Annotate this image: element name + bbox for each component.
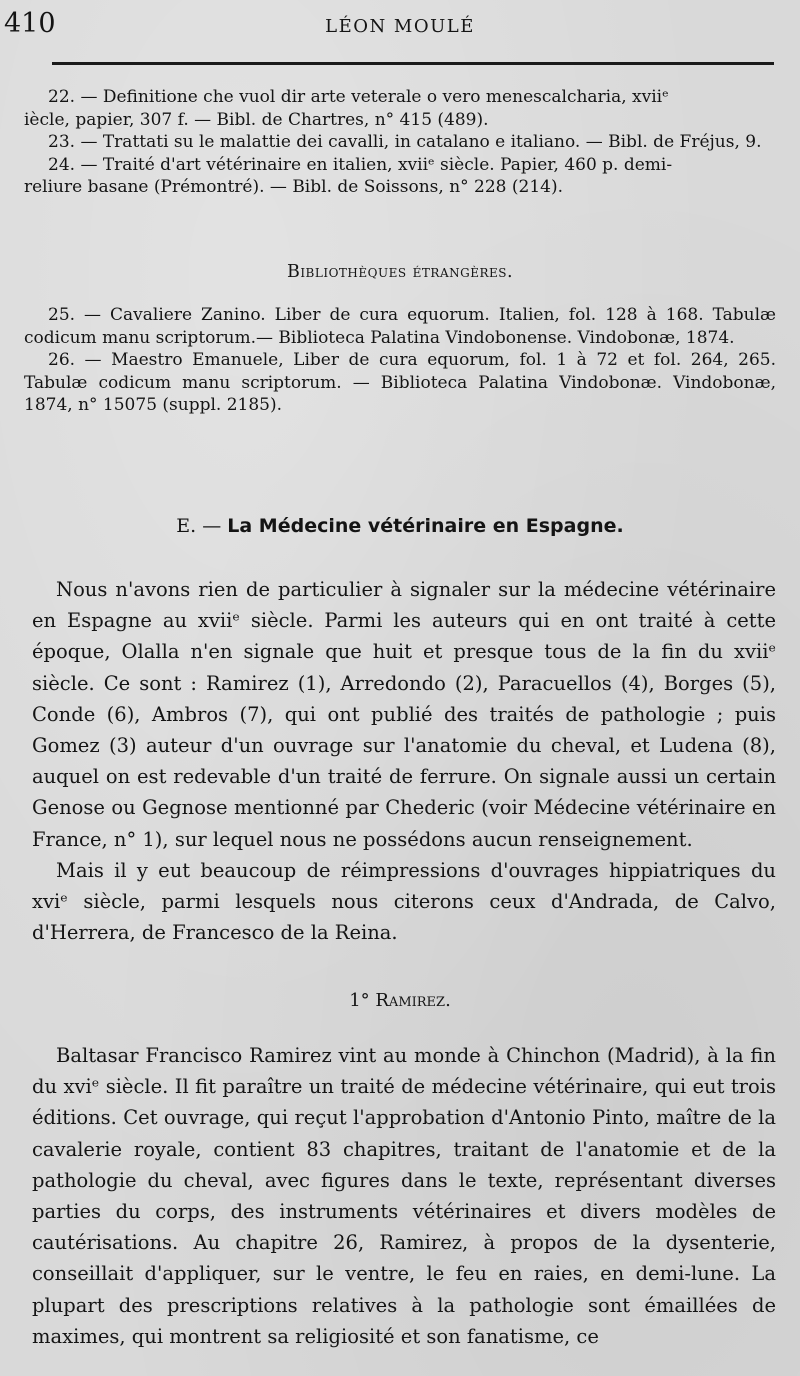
running-head: LÉON MOULÉ	[325, 16, 475, 37]
page-number: 410	[4, 8, 56, 39]
chapter-title: La Médecine vétérinaire en Espagne.	[227, 515, 624, 537]
catalog-entry	[24, 131, 776, 154]
entry-text-continued: iècle, papier, 307 f. — Bibl. de Chartres, n° 415 (489).	[24, 109, 489, 130]
header-rule	[52, 62, 774, 65]
catalog-entries-french	[24, 86, 776, 199]
entry-text: Traité d'art vétérinaire en italien, xviiᵉ siècle. Papier, 460 p. demi-	[102, 154, 673, 175]
entry-text: Cavaliere Zanino. Liber de cura equorum. Italien, fol. 128 à 168. Tabulæ codicum manu scriptorum.— Biblioteca Palatina Vindobonense. Vindobonæ, 1874.	[24, 305, 776, 348]
entry-text-continued: reliure basane (Prémontré). — Bibl. de Soissons, n° 228 (214).	[24, 177, 564, 197]
catalog-entry	[24, 349, 776, 417]
body-paragraph: Baltasar Francisco Ramirez vint au monde à Chinchon (Madrid), à la fin du xviᵉ siècle. Il fit paraître un traité de médecine vétérinaire, qui eut trois éditions. Cet ouvrage, qui reçut l'approbation d'Antonio Pinto, maître de la cavalerie royale, contient 83 chapitres, traitant de l'anatomie et de la pathologie du cheval, avec figures dans le texte, représentant diverses parties du corps, des instruments vétérinaires et divers modèles de cautérisations. Au chapitre 26, Ramirez, à propos de la dysenterie, conseillait d'appliquer, sur le ventre, le feu en raies, en demi-lune. La plupart des prescriptions relatives à la pathologie sont émaillées de maximes, qui montrent sa religiosité et son fanatisme, ce	[32, 1044, 776, 1348]
chapter-body	[32, 574, 776, 948]
catalog-entry	[24, 154, 776, 199]
subsection-heading: 1° Ramirez.	[349, 990, 451, 1011]
catalog-entries-foreign	[24, 304, 776, 417]
body-paragraph: Nous n'avons rien de particulier à signaler sur la médecine vétérinaire en Espagne au xviiᵉ siècle. Parmi les auteurs qui en ont traité à cette époque, Olalla n'en signale que huit et presque tous de la fin du xviiᵉ siècle. Ce sont : Ramirez (1), Arredondo (2), Paracuellos (4), Borges (5), Conde (6), Ambros (7), qui ont publié des traités de pathologie ; puis Gomez (3) auteur d'un ouvrage sur l'anatomie du cheval, et Ludena (8), auquel on est redevable d'un traité de ferrure. On signale aussi un certain Genose ou Gegnose mentionné par Chederic (voir Médecine vétérinaire en France, n° 1), sur lequel nous ne possédons aucun renseignement.	[32, 578, 776, 851]
catalog-entry	[24, 304, 776, 349]
section-heading-foreign-libraries: Bibliothèques étrangères.	[286, 262, 514, 282]
body-paragraph: Mais il y eut beaucoup de réimpressions d'ouvrages hippiatriques du xviᵉ siècle, parmi lesquels nous citerons ceux d'Andrada, de Calvo, d'Herrera, de Francesco de la Reina.	[32, 858, 776, 945]
entry-text: Trattati su le malattie dei cavalli, in catalano e italiano. — Bibl. de Fréjus, 9.	[102, 132, 762, 152]
entry-number: 25. —	[48, 305, 111, 325]
subsection-body	[32, 1040, 776, 1352]
entry-text: Maestro Emanuele, Liber de cura equorum, fol. 1 à 72 et fol. 264, 265. Tabulæ codicum manu scriptorum. — Biblioteca Palatina Vindobonæ. Vindobonæ, 1874, n° 15075 (suppl. 2185).	[24, 350, 776, 415]
entry-number: 26. —	[48, 350, 112, 370]
page-header	[0, 6, 800, 46]
chapter-heading	[0, 515, 800, 537]
entry-number: 22. —	[48, 87, 103, 107]
entry-number: 24. —	[48, 154, 103, 175]
entry-text: Definitione che vuol dir arte veterale o vero menescalcharia, xviiᵉ	[102, 87, 669, 107]
entry-number: 23. —	[48, 132, 103, 152]
catalog-entry	[24, 86, 776, 131]
chapter-letter: E. —	[176, 515, 228, 537]
